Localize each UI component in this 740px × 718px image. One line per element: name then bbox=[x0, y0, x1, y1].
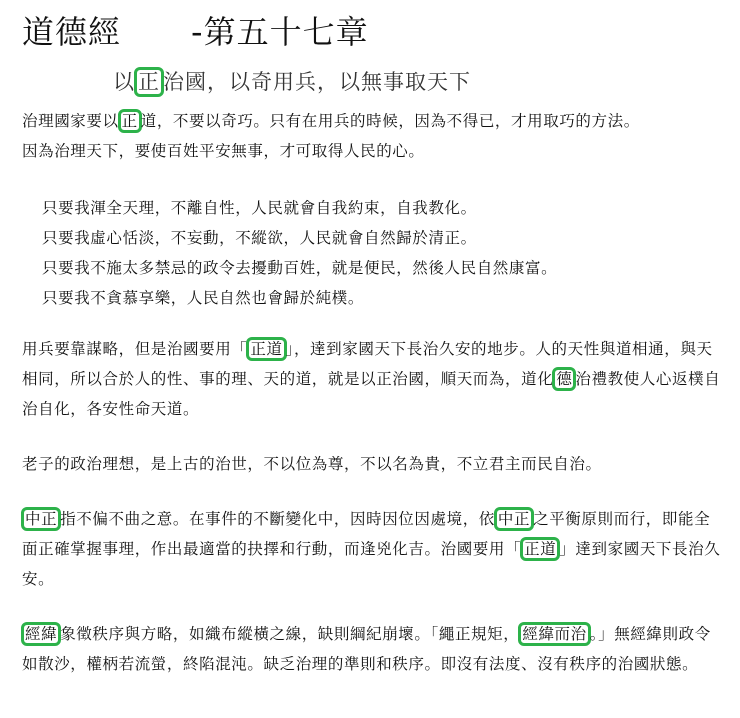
text: 用兵要靠謀略，但是治國要用「 bbox=[22, 340, 248, 358]
paragraph-jingwei bbox=[22, 619, 722, 679]
highlight-box: 中正 bbox=[494, 507, 534, 531]
highlight-box: 經緯而治 bbox=[518, 622, 590, 646]
text: 指不偏不曲之意。在事件的不斷變化中，因時因位因處境，依 bbox=[60, 510, 495, 528]
subtitle-text: 以 bbox=[113, 70, 135, 94]
page-title bbox=[22, 12, 369, 52]
list-item: 只要我不貪慕享樂，人民自然也會歸於純樸。 bbox=[42, 289, 365, 307]
subtitle-text: 治國，以奇用兵，以無事取天下 bbox=[163, 70, 471, 94]
text: 」，達到家國天下長治久安的地步。人的天性與道相通，與天相同，所以合於人的性、事的理、天的道，就是以正治國，順天而為，道化 bbox=[22, 340, 713, 388]
book-title: 道德經 bbox=[22, 13, 122, 51]
chapter-title: -第五十七章 bbox=[191, 13, 369, 51]
text: 之平衡原則而行，即能全面正確掌握事理，作出最適當的抉擇和行動，而逢兇化吉。治國要用「 bbox=[22, 510, 711, 558]
highlight-box: 經緯 bbox=[21, 622, 61, 646]
list-item: 只要我渾全天理，不離自性，人民就會自我約束，自我教化。 bbox=[42, 199, 477, 217]
highlight-box: 正 bbox=[134, 67, 164, 97]
paragraph-intro bbox=[22, 106, 722, 166]
highlight-box: 正 bbox=[118, 109, 142, 133]
list-item: 只要我不施太多禁忌的政令去擾動百姓，就是便民，然後人民自然康富。 bbox=[42, 259, 558, 277]
highlight-box: 中正 bbox=[21, 507, 61, 531]
text: 治理國家要以 bbox=[22, 112, 119, 130]
list-item: 只要我虛心恬淡，不妄動，不縱欲，人民就會自然歸於清正。 bbox=[42, 229, 477, 247]
paragraph-laozi-ideal: 老子的政治理想，是上古的治世，不以位為尊，不以名為貴，不立君主而民自治。 bbox=[22, 455, 602, 473]
text: 治禮教使人心返樸自治自化，各安性命天道。 bbox=[22, 370, 721, 418]
text: 。」無經緯則政令如散沙，權柄若流螢，終陷混沌。缺乏治理的準則和秩序。即沒有法度、沒有秩序的治國狀態。 bbox=[22, 625, 711, 673]
text: 道，不要以奇巧。只有在用兵的時候，因為不得已，才用取巧的方法。 bbox=[140, 112, 640, 130]
highlight-box: 正道 bbox=[246, 337, 286, 361]
chapter-subtitle bbox=[113, 67, 471, 97]
paragraph-zhengdao bbox=[22, 334, 722, 424]
highlight-box: 德 bbox=[552, 367, 576, 391]
paragraph-zhongzheng bbox=[22, 504, 722, 594]
text: 因為治理天下，要使百姓平安無事，才可取得人民的心。 bbox=[22, 142, 425, 160]
text: 象徵秩序與方略，如織布縱橫之線，缺則綱紀崩壞。「繩正規矩， bbox=[60, 625, 520, 643]
text: 」達到家國天下長治久安。 bbox=[22, 540, 721, 588]
indented-list bbox=[42, 193, 740, 313]
highlight-box: 正道 bbox=[520, 537, 560, 561]
